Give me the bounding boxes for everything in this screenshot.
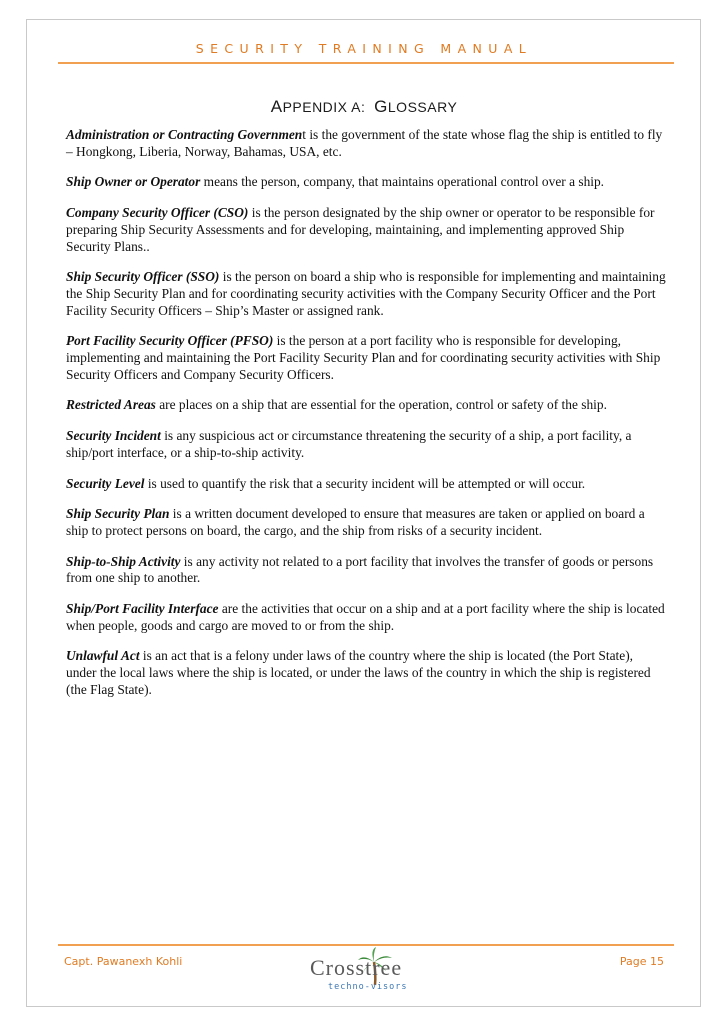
glossary-term: Ship-to-Ship Activity	[66, 553, 181, 569]
glossary-definition: is an act that is a felony under laws of the country where the ship is located (the Port State), under the local laws where the ship is located, or under the laws of the country in which the ship is registered (the Flag State).	[66, 648, 651, 697]
glossary-definition: is used to quantify the risk that a security incident will be attempted or will occur.	[144, 475, 586, 491]
appendix-word: PPENDIX A:	[282, 99, 366, 115]
glossary-word: LOSSARY	[387, 99, 458, 115]
glossary-entry	[66, 476, 666, 493]
appendix-title	[0, 97, 728, 117]
crosstree-logo	[306, 944, 434, 994]
glossary-term: Ship Owner or Operator	[66, 174, 201, 190]
logo-wordmark: Crosstree	[310, 955, 403, 980]
glossary-entry	[66, 269, 666, 319]
glossary-term: Administration or Contracting Governmen	[66, 127, 303, 142]
glossary-entry	[66, 333, 666, 383]
footer-page-number: Page 15	[619, 955, 664, 968]
glossary-entry	[66, 428, 666, 461]
glossary-term: Ship Security Officer (SSO)	[66, 269, 220, 285]
glossary-definition: are places on a ship that are essential for the operation, control or safety of the ship.	[155, 397, 607, 413]
glossary-list	[66, 127, 666, 713]
glossary-entry	[66, 397, 666, 414]
glossary-term: Restricted Areas	[66, 397, 156, 413]
glossary-definition: is a written document developed to ensure that measures are taken or applied on board a ship to protect persons on board, the cargo, and the ship from risks of a security incident.	[66, 506, 645, 538]
glossary-term: Security Incident	[66, 428, 161, 444]
glossary-entry	[66, 601, 666, 634]
glossary-definition: is the person at a port facility who is responsible for developing, implementing and maintaining the Port Facility Security Plan and for coordinating security activities with Ship Security Officers and Company Security Officers.	[66, 333, 661, 382]
glossary-entry	[66, 648, 666, 698]
glossary-term: Port Facility Security Officer (PFSO)	[66, 333, 274, 349]
glossary-entry	[66, 127, 666, 160]
glossary-term: Company Security Officer (CSO)	[66, 205, 249, 221]
glossary-definition: is the person on board a ship who is responsible for implementing and maintaining the Ship Security Plan and for coordinating security activities with the Company Security Officer and the Port Facility Security Officers – Ship’s Master or assigned rank.	[66, 269, 666, 318]
glossary-term: Ship/Port Facility Interface	[66, 601, 219, 617]
glossary-initial-g: G	[374, 97, 388, 116]
glossary-entry	[66, 554, 666, 587]
glossary-term: Security Level	[66, 475, 145, 491]
logo-tagline: techno-visors	[328, 982, 408, 992]
glossary-entry	[66, 174, 666, 191]
glossary-definition: t is the government of the state whose flag the ship is entitled to fly – Hongkong, Liberia, Norway, Bahamas, USA, etc.	[66, 127, 663, 159]
glossary-entry	[66, 205, 666, 255]
manual-header-title: SECURITY TRAINING MANUAL	[195, 41, 533, 56]
glossary-definition: is any activity not related to a port facility that involves the transfer of goods or persons from one ship to another.	[66, 553, 654, 586]
footer-author: Capt. Pawanexh Kohli	[64, 955, 183, 968]
glossary-entry	[66, 506, 666, 539]
glossary-definition: is the person designated by the ship owner or operator to be responsible for preparing Ship Security Assessments and for developing, maintaining, and implementing approved Ship Security Plans..	[66, 205, 655, 254]
glossary-term: Ship Security Plan	[66, 506, 170, 522]
header-divider	[58, 62, 674, 64]
glossary-definition: are the activities that occur on a ship and at a port facility where the ship is located when people, goods and cargo are moved to or from the ship.	[66, 601, 665, 633]
glossary-definition: means the person, company, that maintains operational control over a ship.	[200, 174, 605, 190]
appendix-initial-a: A	[270, 97, 283, 116]
glossary-term: Unlawful Act	[66, 648, 140, 664]
glossary-definition: is any suspicious act or circumstance threatening the security of a ship, a port facility, a ship/port interface, or a ship-to-ship activity.	[66, 428, 632, 460]
